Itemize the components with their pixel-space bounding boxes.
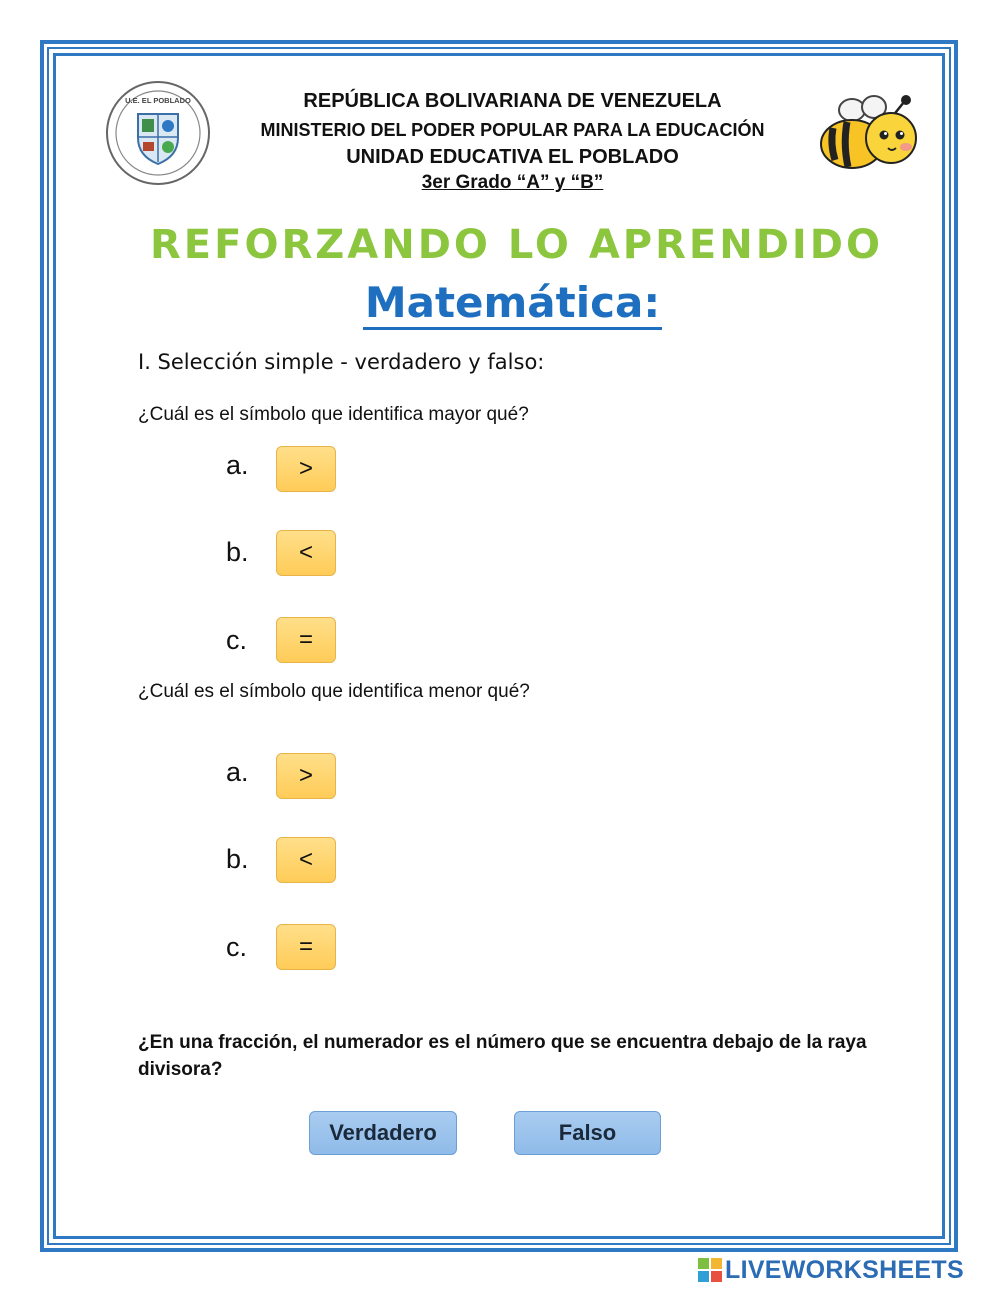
seal-text: U.E. EL POBLADO	[125, 96, 191, 105]
subject-title	[250, 278, 775, 327]
question-2-text: ¿Cuál es el símbolo que identifica menor qué?	[138, 681, 530, 702]
subject-title-text: Matemática:	[363, 278, 662, 330]
q1-option-c-letter: c.	[226, 625, 248, 655]
question-3-text: ¿En una fracción, el numerador es el número que se encuentra debajo de la raya divisora?	[138, 1032, 867, 1080]
q2-option-a-button[interactable]: >	[276, 753, 336, 799]
false-button[interactable]: Falso	[514, 1111, 661, 1155]
q1-option-c-button[interactable]: =	[276, 617, 336, 663]
header-school: UNIDAD EDUCATIVA EL POBLADO	[346, 146, 679, 168]
true-button[interactable]: Verdadero	[309, 1111, 457, 1155]
liveworksheets-brand-text: LIVEWORKSHEETS	[725, 1255, 964, 1284]
q1-option-b-letter: b.	[226, 537, 249, 567]
section-heading: I. Selección simple - verdadero y falso:	[138, 350, 545, 374]
q2-option-b-letter: b.	[226, 844, 249, 874]
liveworksheets-icon	[698, 1258, 722, 1282]
q1-option-a-button[interactable]: >	[276, 446, 336, 492]
q2-option-a-letter: a.	[226, 757, 249, 787]
q2-option-c-button[interactable]: =	[276, 924, 336, 970]
school-seal-logo	[105, 80, 211, 186]
q1-option-b-button[interactable]: <	[276, 530, 336, 576]
header-grade	[200, 172, 825, 194]
header-grade-text: 3er Grado “A” y “B”	[421, 172, 604, 193]
q1-option-a-letter: a.	[226, 450, 249, 480]
header-country: REPÚBLICA BOLIVARIANA DE VENEZUELA	[303, 90, 722, 112]
q2-option-c-letter: c.	[226, 932, 248, 962]
q2-option-b-button[interactable]: <	[276, 837, 336, 883]
header-ministry: MINISTERIO DEL PODER POPULAR PARA LA EDUCACIÓN	[260, 120, 765, 140]
bee-illustration	[818, 92, 920, 174]
liveworksheets-logo	[698, 1256, 964, 1284]
title-banner: REFORZANDO LO APRENDIDO	[150, 222, 883, 268]
question-1-text: ¿Cuál es el símbolo que identifica mayor qué?	[138, 404, 529, 425]
